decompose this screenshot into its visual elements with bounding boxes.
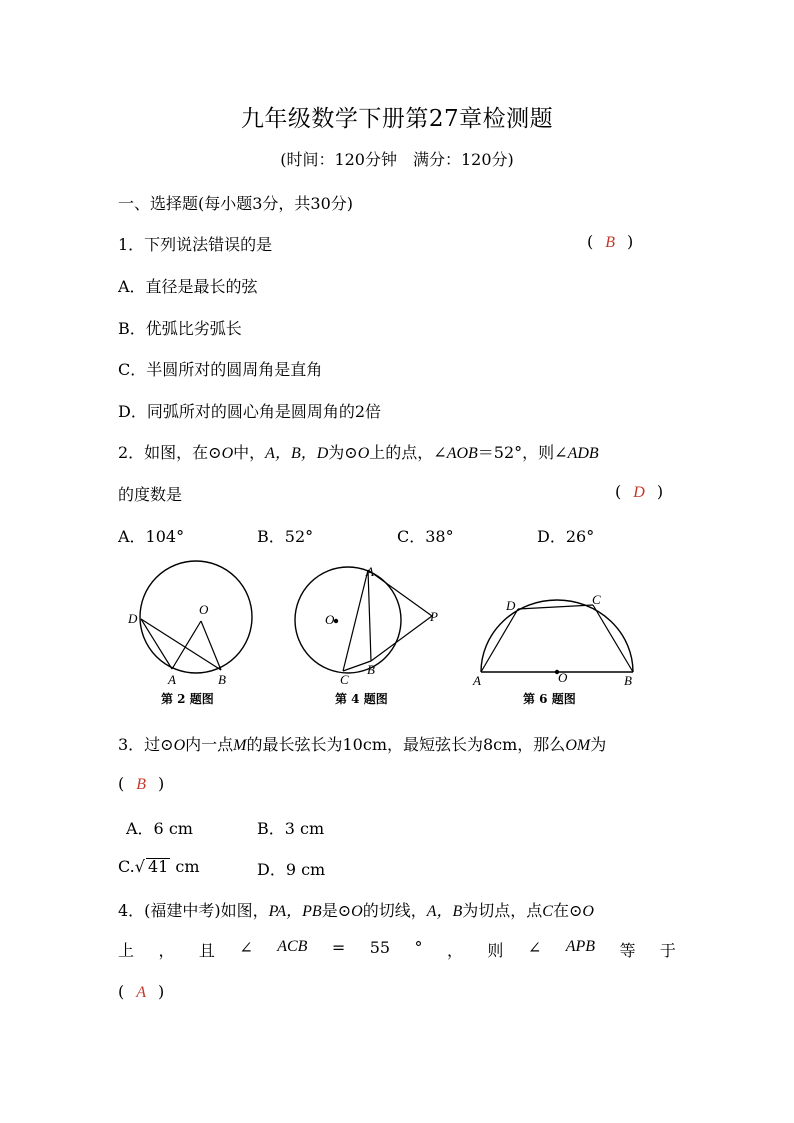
question-3-option-c: C.√ 41 cm <box>118 857 200 876</box>
question-4-stem-line2: 上 ， 且 ∠ ACB = 55 ° ， 则 ∠ APB 等 于 <box>118 938 676 960</box>
fig2-radius-oa <box>172 621 201 669</box>
question-1-stem: 1．下列说法错误的是 <box>118 235 273 254</box>
figure-6 <box>466 585 646 710</box>
fig4-label-o: O <box>325 612 335 627</box>
fig2-label-o: O <box>199 602 209 617</box>
fig4-chord-ac <box>343 570 368 671</box>
fig6-label-o: O <box>558 670 568 685</box>
question-3-option-b: B．3 cm <box>257 819 325 838</box>
question-2-answer-bracket: ( D ) <box>615 482 664 501</box>
question-1-option-a: A．直径是最长的弦 <box>118 277 258 296</box>
question-3-answer: B <box>136 776 147 793</box>
fig6-side-dc <box>518 605 593 609</box>
figure-2 <box>125 560 265 710</box>
page-subtitle: (时间：120分钟 满分：120分) <box>280 150 514 169</box>
fig4-chord-ab <box>368 570 371 661</box>
question-3-stem: 3．过⊙O内一点M的最长弦长为10cm，最短弦长为8cm，那么OM为 <box>118 735 607 754</box>
question-3-answer-bracket: ( B ) <box>118 774 165 793</box>
question-3-option-a: A．6 cm <box>126 819 193 838</box>
question-2-option-b: B．52° <box>257 527 314 546</box>
fig2-circle <box>140 561 252 673</box>
fig2-caption: 第 2 题图 <box>161 692 214 706</box>
question-2-option-a: A．104° <box>118 527 185 546</box>
question-1-answer-bracket: ( B ) <box>587 232 634 251</box>
question-2-option-d: D．26° <box>537 527 595 546</box>
fig2-chord-db <box>141 619 221 670</box>
question-2-answer: D <box>633 484 645 501</box>
fig6-label-c: C <box>592 592 601 607</box>
fig2-radius-ob <box>201 621 221 670</box>
question-1-option-c: C．半圆所对的圆周角是直角 <box>118 360 323 379</box>
fig4-label-b: B <box>367 662 375 677</box>
fig2-label-d: D <box>128 611 138 626</box>
fig6-side-ad <box>481 609 518 672</box>
question-2-stem-line2: 的度数是 <box>118 485 183 504</box>
question-4-answer: A <box>136 984 147 1001</box>
question-1-option-b: B．优弧比劣弧长 <box>118 319 242 338</box>
question-1-answer: B <box>605 234 616 251</box>
fig6-side-cb <box>593 605 633 672</box>
question-4-stem: 4．(福建中考)如图，PA，PB是⊙O的切线，A，B为切点，点C在⊙O <box>118 901 594 920</box>
figure-4 <box>280 560 450 710</box>
question-4-answer-bracket: ( A ) <box>118 982 165 1001</box>
question-1-option-d: D．同弧所对的圆心角是圆周角的2倍 <box>118 402 382 421</box>
fig4-center-dot <box>334 619 338 623</box>
question-2-stem: 2．如图，在⊙O中，A，B，D为⊙O上的点，∠AOB＝52°，则∠ADB <box>118 443 599 462</box>
section-heading: 一、选择题(每小题3分，共30分) <box>118 194 354 213</box>
fig4-label-a: A <box>366 564 374 579</box>
fig2-label-a: A <box>168 672 176 687</box>
fig6-semicircle-arc <box>481 600 633 672</box>
fig4-caption: 第 4 题图 <box>335 692 388 706</box>
fig6-caption: 第 6 题图 <box>523 692 576 706</box>
fig6-label-a: A <box>473 673 481 688</box>
question-3-option-d: D．9 cm <box>257 860 326 879</box>
fig4-label-c: C <box>340 672 349 687</box>
fig4-label-p: P <box>430 609 438 624</box>
question-2-option-c: C．38° <box>397 527 454 546</box>
fig6-label-d: D <box>506 598 516 613</box>
fig6-label-b: B <box>624 673 632 688</box>
fig2-chord-da <box>141 619 172 669</box>
fig2-label-b: B <box>218 672 226 687</box>
page-title: 九年级数学下册第27章检测题 <box>240 106 554 132</box>
